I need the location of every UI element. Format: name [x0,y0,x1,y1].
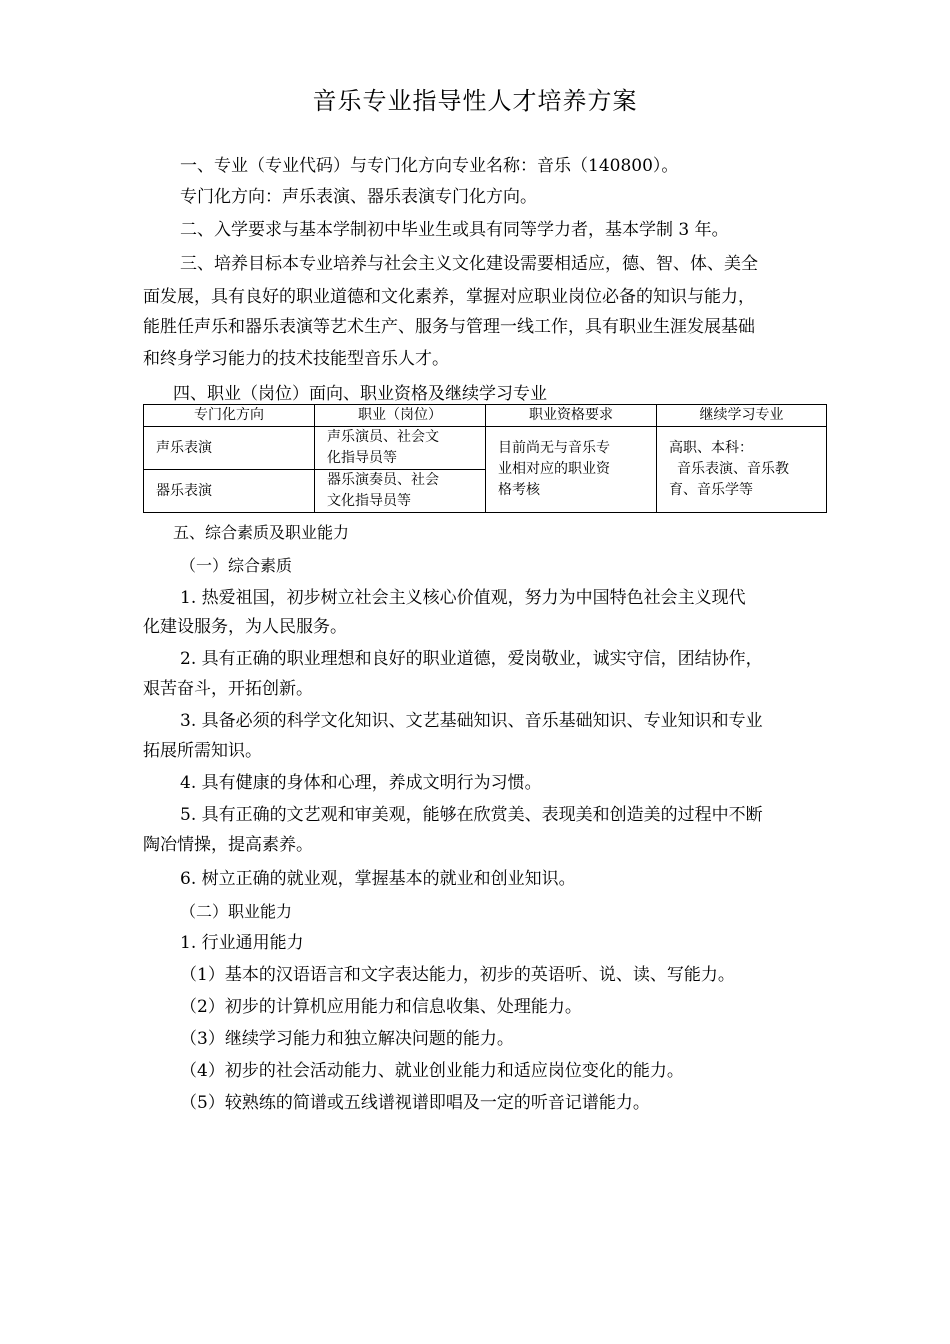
section-4-heading: 四、职业（岗位）面向、职业资格及继续学习专业 [173,384,547,404]
table-header-cell: 职业（岗位） [315,405,486,427]
quality-item-1-line-2: 化建设服务，为人民服务。 [143,617,347,637]
quality-item-4: 4. 具有健康的身体和心理，养成文明行为习惯。 [180,773,542,793]
page-title: 音乐专业指导性人才培养方案 [312,87,638,115]
quality-item-5-line-1: 5. 具有正确的文艺观和审美观，能够在欣赏美、表现美和创造美的过程中不断 [180,805,763,825]
ability-item-1: （1）基本的汉语语言和文字表达能力，初步的英语听、说、读、写能力。 [180,965,735,985]
subsection-heading: （二）职业能力 [180,902,293,921]
job-cell [315,470,486,513]
qualification-line: 格考核 [498,482,540,498]
job-text-line: 化指导员等 [327,450,397,466]
qualification-cell [486,427,657,513]
further-study-line: 音乐表演、音乐教 [677,461,789,477]
qualification-line: 业相对应的职业资 [498,461,610,477]
ability-item-5: （5）较熟练的简谱或五线谱视谱即唱及一定的听音记谱能力。 [180,1093,650,1113]
section-3-line-3: 能胜任声乐和器乐表演等艺术生产、服务与管理一线工作，具有职业生涯发展基础 [143,317,755,337]
quality-item-6: 6. 树立正确的就业观，掌握基本的就业和创业知识。 [180,869,576,889]
specialization-text: 专门化方向：声乐表演、器乐表演专门化方向。 [180,187,537,207]
direction-cell: 器乐表演 [144,470,315,513]
qualification-line: 目前尚无与音乐专 [498,440,610,456]
quality-item-3-line-1: 3. 具备必须的科学文化知识、文艺基础知识、音乐基础知识、专业知识和专业 [180,711,763,731]
quality-item-2-line-1: 2. 具有正确的职业理想和良好的职业道德，爱岗敬业，诚实守信，团结协作， [180,649,763,669]
further-study-cell [657,427,827,513]
section-3-line-2: 面发展，具有良好的职业道德和文化素养，掌握对应职业岗位必备的知识与能力， [143,287,755,307]
table-row [144,427,827,470]
section-1-text: 一、专业（专业代码）与专门化方向专业名称：音乐（140800）。 [180,156,679,176]
section-5-heading: 五、综合素质及职业能力 [173,523,350,542]
subsection-heading: （一）综合素质 [180,556,293,575]
ability-item-2: （2）初步的计算机应用能力和信息收集、处理能力。 [180,997,582,1017]
job-text-line: 器乐演奏员、社会 [327,472,439,488]
section-3-line-4: 和终身学习能力的技术技能型音乐人才。 [143,349,449,369]
quality-item-1-line-1: 1. 热爱祖国，初步树立社会主义核心价值观，努力为中国特色社会主义现代 [180,588,746,608]
further-study-line: 高职、本科： [669,440,753,456]
job-cell [315,427,486,470]
section-2-text: 二、入学要求与基本学制初中毕业生或具有同等学力者，基本学制 3 年。 [180,220,729,240]
ability-item-4: （4）初步的社会活动能力、就业创业能力和适应岗位变化的能力。 [180,1061,684,1081]
table-header-row [144,405,827,427]
table-header-cell: 继续学习专业 [657,405,827,427]
ability-item-3: （3）继续学习能力和独立解决问题的能力。 [180,1029,514,1049]
ability-heading: 1. 行业通用能力 [180,933,304,953]
job-text-line: 声乐演员、社会文 [327,429,439,445]
quality-item-5-line-2: 陶冶情操，提高素养。 [143,835,313,855]
career-table [143,404,827,513]
table-header-cell: 专门化方向 [144,405,315,427]
table-header-cell: 职业资格要求 [486,405,657,427]
quality-item-3-line-2: 拓展所需知识。 [143,741,262,761]
job-text-line: 文化指导员等 [327,493,411,509]
section-3-line-1: 三、培养目标本专业培养与社会主义文化建设需要相适应，德、智、体、美全 [180,254,758,274]
quality-item-2-line-2: 艰苦奋斗，开拓创新。 [143,679,313,699]
further-study-line: 育、音乐学等 [669,482,753,498]
direction-cell: 声乐表演 [144,427,315,470]
